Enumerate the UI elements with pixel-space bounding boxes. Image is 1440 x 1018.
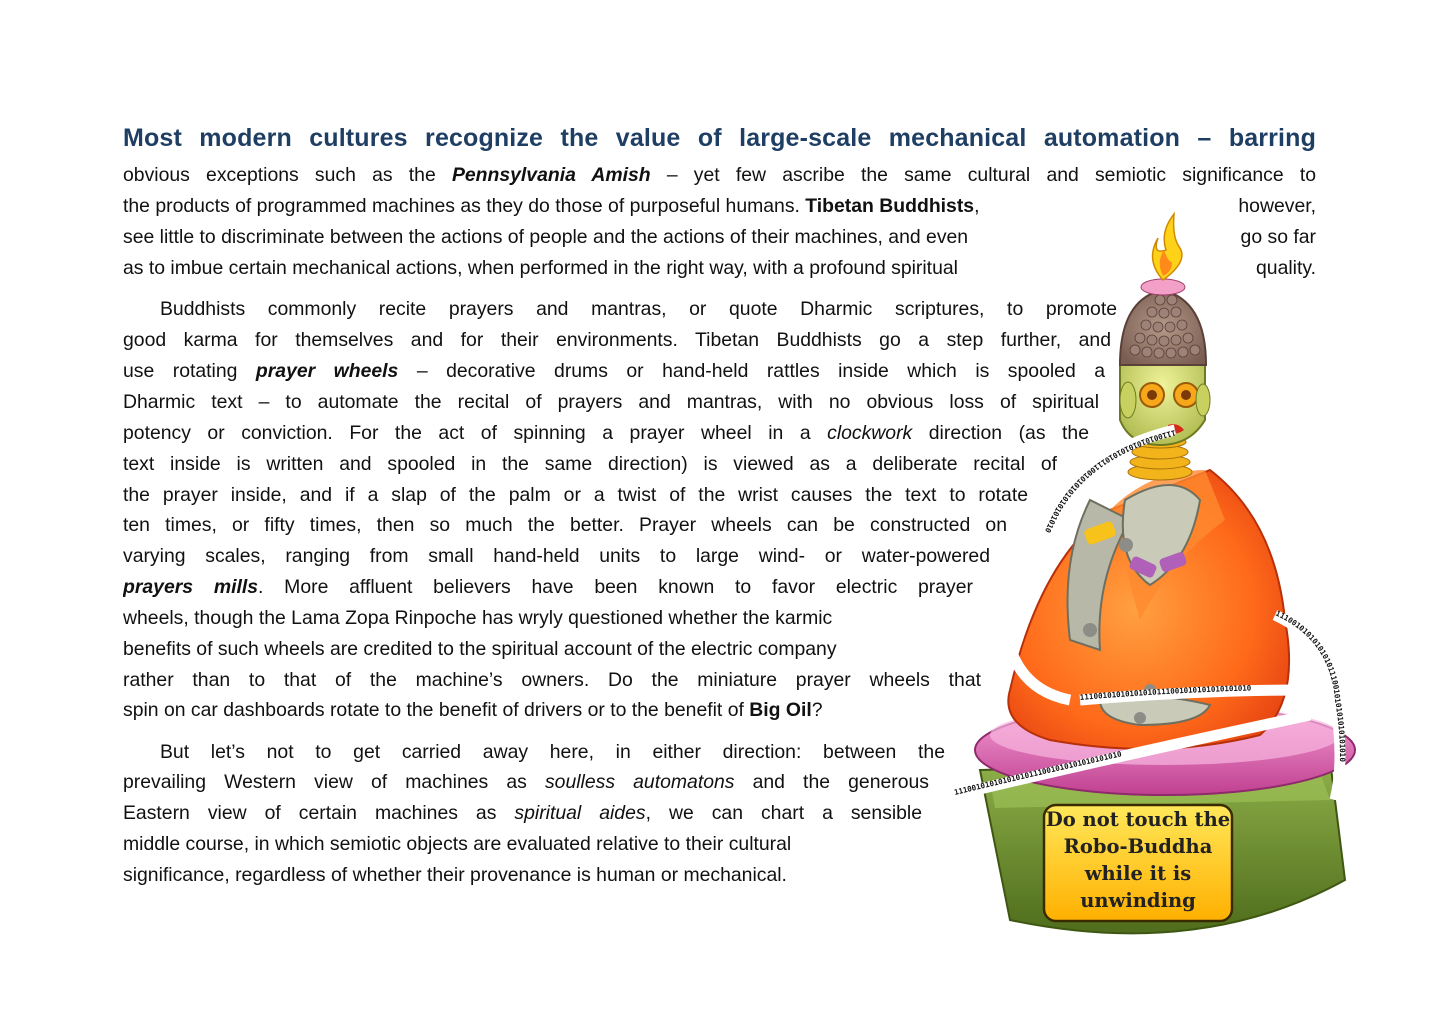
p3-line: But let’s not to get carried away here, in either direction: between the — [160, 741, 945, 763]
binary-ribbon-text: 11100101010101010111001010101010101010 — [953, 749, 1123, 797]
binary-ribbon-text: 11100101010101010111001010101010101010 — [1079, 683, 1252, 702]
sign-line: while it is — [1084, 862, 1192, 885]
sign-line: Do not touch the — [1045, 808, 1231, 831]
p3-text: prevailing Western view of machines as — [123, 771, 545, 793]
intro-line-2b: however, — [1238, 195, 1316, 217]
p2-line: Dharmic text – to automate the recital of prayers and mantras, with no obvious loss of spiritual — [123, 391, 1099, 413]
p2-line: wheels, though the Lama Zopa Rinpoche has wryly questioned whether the karmic — [123, 607, 833, 629]
p2-line: varying scales, ranging from small hand-held units to large wind- or water-powered — [123, 545, 990, 567]
p3-text: and the generous — [734, 771, 929, 793]
p2-text: spin on car dashboards rotate to the benefit of drivers or to the benefit of — [123, 699, 750, 721]
binary-ribbon-text: 11100101010101010111001010101010101010 — [1043, 428, 1177, 535]
p3-line — [123, 767, 929, 798]
p2-line: ten times, or fifty times, then so much the better. Prayer wheels can be constructed on — [123, 514, 1007, 536]
term-pennsylvania-amish: Pennsylvania Amish — [451, 164, 651, 186]
intro-line-3a: see little to discriminate between the actions of people and the actions of their machines, and even — [123, 226, 969, 248]
term-spiritual-aides: spiritual aides — [514, 802, 646, 824]
term-clockwork: clockwork — [827, 422, 913, 444]
p2-line: text inside is written and spooled in the same direction) is viewed as a deliberate recital of — [123, 453, 1057, 475]
term-prayer-wheels: prayer wheels — [255, 360, 399, 382]
p2-line: the prayer inside, and if a slap of the palm or a twist of the wrist causes the text to rotate — [123, 484, 1028, 506]
p2-line: rather than to that of the machine’s owners. Do the miniature prayer wheels that — [123, 669, 981, 691]
p2-line — [123, 695, 823, 726]
intro-text: obvious exceptions such as the — [123, 164, 452, 186]
p2-line: benefits of such wheels are credited to the spiritual account of the electric company — [123, 638, 837, 660]
p2-text: use rotating — [123, 360, 256, 382]
p2-text: direction (as the — [912, 422, 1089, 444]
p3-line: middle course, in which semiotic objects are evaluated relative to their cultural — [123, 833, 792, 855]
p2-text: potency or conviction. For the act of spinning a prayer wheel in a — [123, 422, 828, 444]
intro-text: – yet few ascribe the same cultural and semiotic significance to — [650, 164, 1316, 186]
p2-text: . More affluent believers have been known to favor electric prayer — [258, 576, 973, 598]
p3-text: Eastern view of certain machines as — [123, 802, 515, 824]
p3-text: , we can chart a sensible — [645, 802, 922, 824]
p2-text: ? — [811, 699, 823, 721]
flame-crown — [1153, 214, 1182, 280]
hair-dome — [1120, 279, 1206, 365]
heading: Most modern cultures recognize the value of large-scale mechanical automation – barring — [123, 124, 1316, 152]
p3-line: significance, regardless of whether their provenance is human or mechanical. — [123, 864, 787, 886]
term-soulless-automatons: soulless automatons — [544, 771, 735, 793]
term-prayers-mills: prayers mills — [123, 576, 259, 598]
p3-line — [123, 798, 922, 829]
intro-line-4a: as to imbue certain mechanical actions, when performed in the right way, with a profound spiritual — [123, 257, 958, 279]
intro-text: the products of programmed machines as they do those of purposeful humans. — [123, 195, 806, 217]
intro-line-3b: go so far — [1240, 226, 1316, 248]
p2-text: – decorative drums or hand-held rattles inside which is spooled a — [398, 360, 1105, 382]
warning-sign-text — [1042, 800, 1234, 920]
intro-text: , — [974, 195, 980, 217]
p2-line: good karma for themselves and for their environments. Tibetan Buddhists go a step further, and — [123, 329, 1111, 351]
intro-line-4b: quality. — [1256, 257, 1316, 279]
intro-line-2a — [123, 191, 979, 222]
binary-ribbon-text: 11100101010101010111001010101010101010 — [1274, 608, 1348, 762]
term-tibetan-buddhists: Tibetan Buddhists — [805, 195, 975, 217]
sign-line: Robo-Buddha — [1063, 835, 1213, 858]
sign-line: unwinding — [1080, 889, 1196, 912]
p2-line: Buddhists commonly recite prayers and mantras, or quote Dharmic scriptures, to promote — [160, 298, 1117, 320]
p2-line — [123, 572, 973, 603]
term-big-oil: Big Oil — [749, 699, 812, 721]
